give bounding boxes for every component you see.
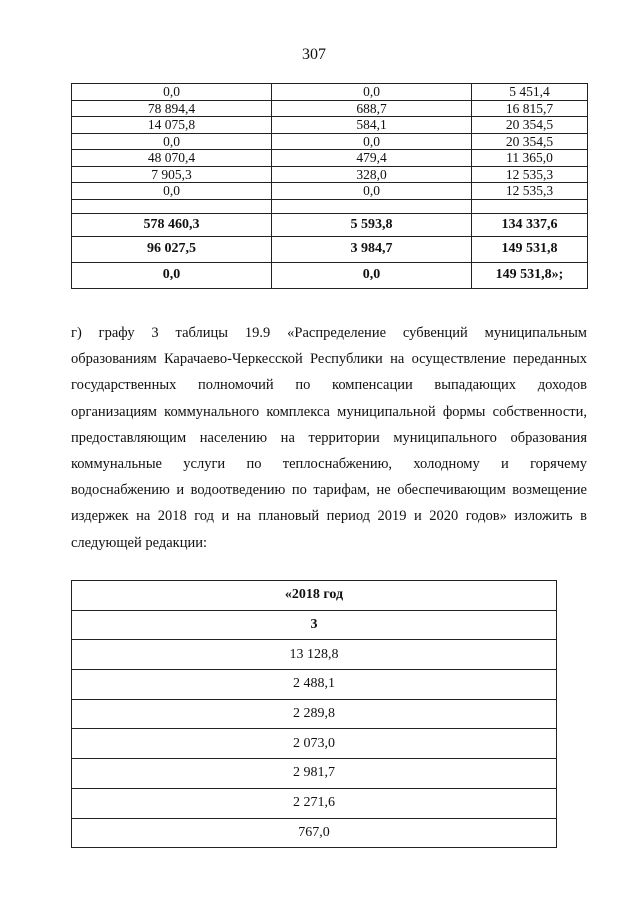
table-cell: 12 535,3 (472, 166, 588, 183)
table-row (72, 213, 588, 236)
value-cell: 2 981,7 (72, 759, 557, 789)
table-cell: 16 815,7 (472, 100, 588, 117)
table-row (72, 699, 557, 729)
table-row (72, 788, 557, 818)
paragraph-line: г) графу 3 таблицы 19.9 «Распределение субвенций муниципальным (71, 325, 587, 341)
table-cell: 0,0 (72, 133, 272, 150)
table-row (72, 236, 588, 262)
table-row (72, 262, 588, 288)
table-cell: 149 531,8 (472, 236, 588, 262)
table-cell: 328,0 (272, 166, 472, 183)
table-cell: 0,0 (72, 84, 272, 101)
table-cell: 20 354,5 (472, 133, 588, 150)
table-cell: 7 905,3 (72, 166, 272, 183)
table-row (72, 183, 588, 200)
value-cell: 2 073,0 (72, 729, 557, 759)
table-cell: 11 365,0 (472, 150, 588, 167)
paragraph-line: образованиям Карачаево-Черкесской Республики на осуществление переданных (71, 351, 587, 368)
table-row (72, 670, 557, 700)
table-row (72, 117, 588, 134)
table-cell: 20 354,5 (472, 117, 588, 134)
table-cell: 0,0 (272, 262, 472, 288)
top-data-table (71, 83, 588, 289)
value-cell: 2 488,1 (72, 670, 557, 700)
table-row (72, 166, 588, 183)
bottom-data-table (71, 580, 557, 848)
table-cell: 479,4 (272, 150, 472, 167)
page-number: 307 (302, 46, 326, 63)
table-row (72, 199, 588, 213)
table-row (72, 640, 557, 670)
table-cell: 0,0 (72, 183, 272, 200)
table-cell: 48 070,4 (72, 150, 272, 167)
table-cell: 0,0 (272, 183, 472, 200)
value-cell: 13 128,8 (72, 640, 557, 670)
table-cell: 0,0 (72, 262, 272, 288)
column-number-row (72, 610, 557, 640)
table-cell: 584,1 (272, 117, 472, 134)
table-cell: 5 451,4 (472, 84, 588, 101)
table-row (72, 84, 588, 101)
table-row (72, 818, 557, 848)
paragraph-line: издержек на 2018 год и на плановый период 2019 и 2020 годов» изложить в (71, 508, 587, 525)
paragraph-line: следующей редакции: (71, 534, 208, 551)
table-cell: 0,0 (272, 84, 472, 101)
value-cell: 767,0 (72, 818, 557, 848)
table-cell (472, 199, 588, 213)
table-cell: 78 894,4 (72, 100, 272, 117)
year-header-cell: «2018 год (72, 581, 557, 611)
table-row (72, 729, 557, 759)
amendment-paragraph (71, 320, 587, 556)
value-cell: 2 271,6 (72, 788, 557, 818)
paragraph-line: предоставляющим населению на территории муниципального образования (71, 429, 587, 446)
table-cell (272, 199, 472, 213)
paragraph-line: водоснабжению и водоотведению по тарифам, не обеспечивающим возмещение (71, 482, 587, 499)
table-cell: 578 460,3 (72, 213, 272, 236)
table-row (72, 100, 588, 117)
table-cell: 5 593,8 (272, 213, 472, 236)
table-cell: 3 984,7 (272, 236, 472, 262)
paragraph-line: организациям коммунального комплекса муниципальной формы собственности, (71, 403, 587, 420)
table-cell (72, 199, 272, 213)
table-cell: 688,7 (272, 100, 472, 117)
paragraph-line: государственных полномочий по компенсации выпадающих доходов (71, 377, 587, 394)
table-header-row (72, 581, 557, 611)
table-cell: 149 531,8»; (472, 262, 588, 288)
table-row (72, 150, 588, 167)
table-row (72, 759, 557, 789)
table-cell: 96 027,5 (72, 236, 272, 262)
paragraph-line: коммунальные услуги по теплоснабжению, холодному и горячему (71, 456, 587, 473)
table-cell: 134 337,6 (472, 213, 588, 236)
table-row (72, 133, 588, 150)
table-cell: 0,0 (272, 133, 472, 150)
table-cell: 12 535,3 (472, 183, 588, 200)
value-cell: 2 289,8 (72, 699, 557, 729)
column-number-cell: 3 (72, 610, 557, 640)
table-cell: 14 075,8 (72, 117, 272, 134)
